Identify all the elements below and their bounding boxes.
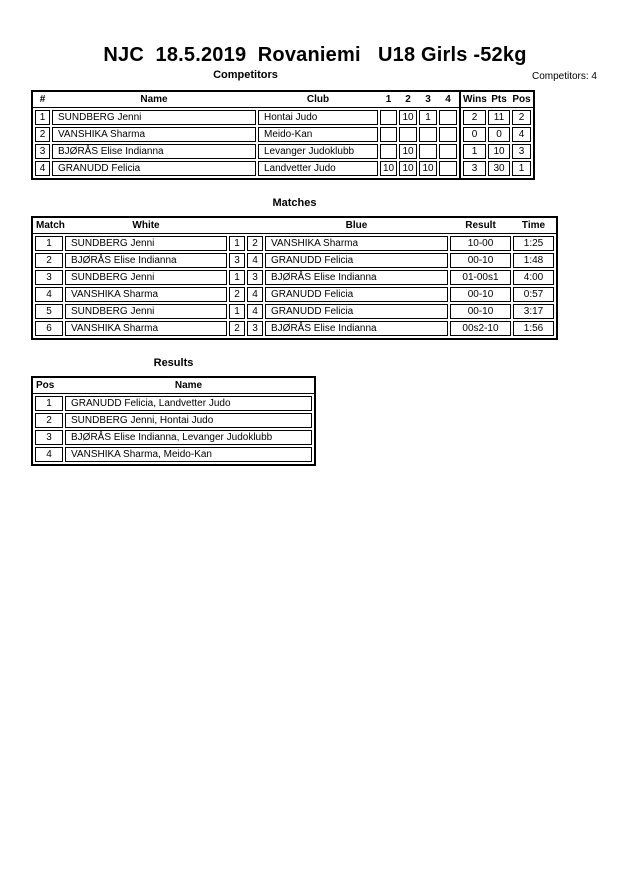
cell-white-number: 3	[229, 253, 245, 268]
cell-white-number: 2	[229, 321, 245, 336]
results-table-body	[33, 394, 314, 464]
cell-blue-name: GRANUDD Felicia	[265, 287, 448, 302]
cell-round-2: 10	[399, 110, 417, 125]
cell-blue-number: 4	[247, 304, 263, 319]
results-table	[31, 376, 316, 466]
cell-round-1: 10	[380, 161, 397, 176]
cell-wins: 1	[463, 144, 486, 159]
cell-time: 0:57	[513, 287, 554, 302]
competitors-table-header	[33, 92, 459, 108]
competitors-table-body	[33, 108, 459, 178]
col-header-round-4: 4	[445, 94, 451, 105]
col-header-number: #	[39, 94, 46, 105]
competitors-table-main-section	[33, 92, 459, 178]
competitors-table	[31, 90, 535, 180]
cell-club: Landvetter Judo	[258, 161, 378, 176]
col-header-match: Match	[36, 220, 65, 231]
col-header-name: Name	[174, 380, 203, 391]
cell-match-number: 6	[35, 321, 63, 336]
cell-number: 4	[35, 161, 50, 176]
col-header-pos: Pos	[36, 380, 55, 391]
cell-result: 00-10	[450, 304, 511, 319]
competitors-section-heading: Competitors	[213, 69, 278, 81]
matches-section-heading: Matches	[272, 197, 317, 209]
results-section-heading: Results	[153, 357, 194, 369]
col-header-round-1: 1	[385, 94, 392, 105]
cell-competitor: SUNDBERG Jenni, Hontai Judo	[65, 413, 312, 428]
cell-pos: 2	[512, 110, 531, 125]
cell-result: 10-00	[450, 236, 511, 251]
cell-round-1	[380, 110, 397, 125]
cell-club: Hontai Judo	[258, 110, 378, 125]
cell-match-number: 2	[35, 253, 63, 268]
cell-white-number: 1	[229, 304, 245, 319]
cell-time: 4:00	[513, 270, 554, 285]
cell-club: Levanger Judoklubb	[258, 144, 378, 159]
cell-result: 00s2-10	[450, 321, 511, 336]
cell-blue-name: GRANUDD Felicia	[265, 304, 448, 319]
cell-pos: 2	[35, 413, 63, 428]
competitors-table-standings-section	[461, 92, 533, 178]
standings-body	[461, 108, 533, 178]
cell-white-name: SUNDBERG Jenni	[65, 270, 227, 285]
col-header-blue: Blue	[345, 220, 368, 231]
cell-time: 1:25	[513, 236, 554, 251]
matches-table-body	[33, 234, 556, 338]
cell-pts: 0	[488, 127, 510, 142]
cell-round-3: 10	[419, 161, 437, 176]
cell-number: 2	[35, 127, 50, 142]
cell-white-name: BJØRÅS Elise Indianna	[65, 253, 227, 268]
competitors-heading-row	[0, 69, 630, 84]
col-header-time: Time	[521, 220, 546, 231]
cell-round-2: 10	[399, 161, 417, 176]
col-header-pts: Pts	[491, 94, 507, 105]
col-header-wins: Wins	[463, 94, 487, 105]
col-header-result: Result	[465, 220, 496, 231]
cell-round-1	[380, 144, 397, 159]
cell-round-2	[399, 127, 417, 142]
cell-blue-number: 3	[247, 270, 263, 285]
cell-result: 00-10	[450, 253, 511, 268]
cell-round-4	[439, 127, 457, 142]
cell-pos: 4	[35, 447, 63, 462]
cell-white-name: VANSHIKA Sharma	[65, 321, 227, 336]
cell-pts: 30	[488, 161, 510, 176]
cell-pos: 3	[35, 430, 63, 445]
cell-time: 1:56	[513, 321, 554, 336]
cell-time: 3:17	[513, 304, 554, 319]
cell-competitor: VANSHIKA Sharma, Meido-Kan	[65, 447, 312, 462]
cell-blue-number: 4	[247, 287, 263, 302]
cell-blue-name: GRANUDD Felicia	[265, 253, 448, 268]
cell-pos: 4	[512, 127, 531, 142]
cell-pos: 1	[35, 396, 63, 411]
matches-table-header	[33, 218, 556, 234]
results-table-header	[33, 378, 314, 394]
cell-round-2: 10	[399, 144, 417, 159]
cell-round-3	[419, 144, 437, 159]
cell-name: BJØRÅS Elise Indianna	[52, 144, 256, 159]
cell-pos: 1	[512, 161, 531, 176]
cell-name: GRANUDD Felicia	[52, 161, 256, 176]
cell-name: VANSHIKA Sharma	[52, 127, 256, 142]
cell-time: 1:48	[513, 253, 554, 268]
cell-blue-name: BJØRÅS Elise Indianna	[265, 321, 448, 336]
cell-white-name: SUNDBERG Jenni	[65, 304, 227, 319]
cell-white-number: 2	[229, 287, 245, 302]
cell-blue-number: 2	[247, 236, 263, 251]
col-header-round-2: 2	[405, 94, 411, 105]
col-header-white: White	[132, 220, 160, 231]
cell-match-number: 3	[35, 270, 63, 285]
cell-blue-number: 4	[247, 253, 263, 268]
cell-wins: 2	[463, 110, 486, 125]
page-title: NJC 18.5.2019 Rovaniemi U18 Girls -52kg	[103, 44, 527, 66]
competitors-count-label: Competitors: 4	[531, 71, 597, 82]
cell-wins: 3	[463, 161, 486, 176]
col-header-club: Club	[306, 94, 330, 105]
cell-white-number: 1	[229, 236, 245, 251]
cell-pts: 10	[488, 144, 510, 159]
cell-round-1	[380, 127, 397, 142]
matches-table	[31, 216, 558, 340]
cell-number: 3	[35, 144, 50, 159]
cell-round-3	[419, 127, 437, 142]
cell-round-3: 1	[419, 110, 437, 125]
cell-blue-number: 3	[247, 321, 263, 336]
cell-pos: 3	[512, 144, 531, 159]
cell-round-4	[439, 110, 457, 125]
cell-club: Meido-Kan	[258, 127, 378, 142]
cell-white-name: VANSHIKA Sharma	[65, 287, 227, 302]
cell-white-name: SUNDBERG Jenni	[65, 236, 227, 251]
col-header-round-3: 3	[425, 94, 431, 105]
cell-result: 01-00s1	[450, 270, 511, 285]
cell-result: 00-10	[450, 287, 511, 302]
cell-round-4	[439, 144, 457, 159]
cell-match-number: 5	[35, 304, 63, 319]
col-header-pos: Pos	[512, 94, 531, 105]
cell-pts: 11	[488, 110, 510, 125]
col-header-name: Name	[140, 94, 168, 105]
cell-white-number: 1	[229, 270, 245, 285]
standings-header	[461, 92, 533, 108]
cell-match-number: 1	[35, 236, 63, 251]
cell-blue-name: BJØRÅS Elise Indianna	[265, 270, 448, 285]
cell-blue-name: VANSHIKA Sharma	[265, 236, 448, 251]
cell-name: SUNDBERG Jenni	[52, 110, 256, 125]
cell-competitor: BJØRÅS Elise Indianna, Levanger Judoklubb	[65, 430, 312, 445]
cell-match-number: 4	[35, 287, 63, 302]
cell-competitor: GRANUDD Felicia, Landvetter Judo	[65, 396, 312, 411]
cell-wins: 0	[463, 127, 486, 142]
cell-number: 1	[35, 110, 50, 125]
cell-round-4	[439, 161, 457, 176]
